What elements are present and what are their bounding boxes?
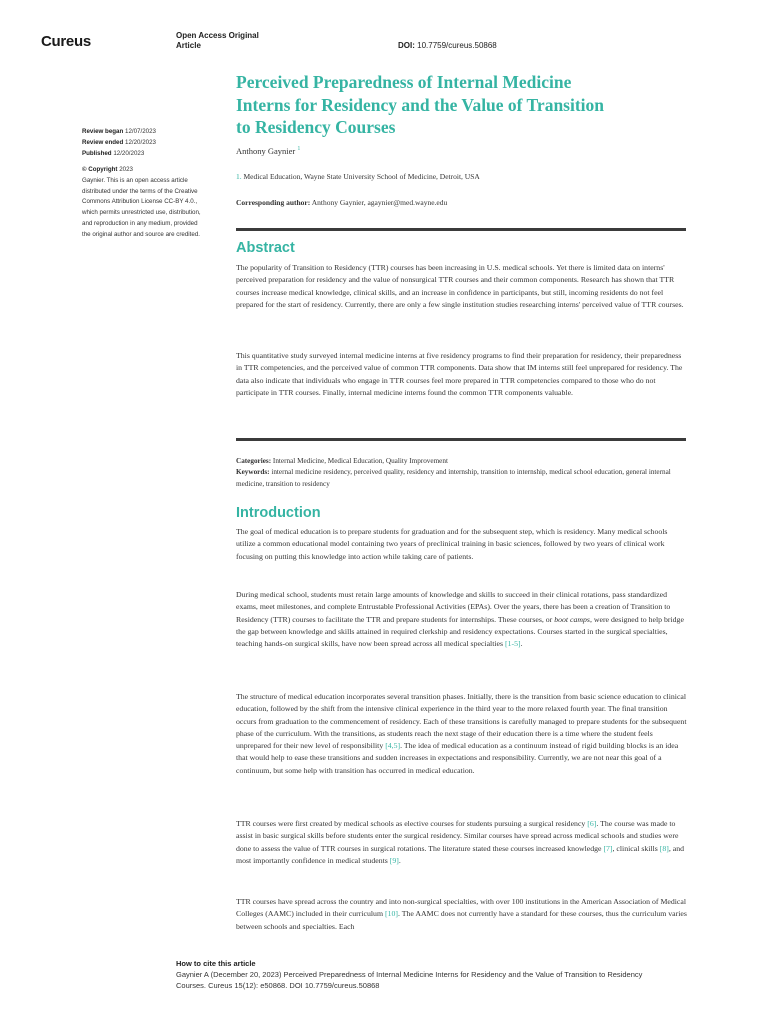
text-run: The structure of medical education incorporates several transition phases. Initially, there is the transition from basic science education to clinical education, followed by the shift from the intensive clinical experience in the third year to the more relaxed fourth year. The final transition occurs from graduation to the commencement of residency. Each of these transitions is carefully managed to prepare students for the subsequent phase of the curriculum. With the transitions, as students reach the next stage of their education there is a time where the student feels unprepared for their new level of responsibility — [236, 692, 687, 751]
cite-line-2: Courses. Cureus 15(12): e50868. DOI 10.7759/cureus.50868 — [176, 980, 380, 990]
doi-label: DOI: — [398, 41, 415, 50]
categories-value: Internal Medicine, Medical Education, Quality Improvement — [272, 457, 448, 465]
text-run: . — [398, 855, 401, 865]
keywords-value: internal medicine residency, perceived quality, residency and internship, transition to internship, medical school education, general internal medicine, transition to residency — [236, 468, 671, 488]
citation-link[interactable]: [9] — [389, 855, 399, 865]
affiliation — [236, 172, 480, 181]
introduction-heading: Introduction — [236, 505, 321, 521]
license-line: and reproduction in any medium, provided — [82, 219, 198, 227]
article-title — [236, 71, 696, 139]
text-run: . The idea of medical education as a continuum instead of rigid building blocks is an idea that would help to ease these transitions and sudden increases in expectations and responsibility. Currently, we are not near this goal of a continuum, but some help with transition has occurred in medical education. — [236, 741, 679, 775]
corresponding-text[interactable]: Anthony Gaynier, agaynier@med.wayne.edu — [311, 198, 448, 207]
how-to-cite-heading: How to cite this article — [176, 959, 256, 968]
keywords-label: Keywords: — [236, 468, 270, 476]
review-ended-value: 12/20/2023 — [125, 138, 156, 146]
text-run: , clinical skills — [612, 843, 660, 853]
license-line: the original author and source are credited. — [82, 230, 200, 238]
text-run: TTR courses have spread across the country and into non-surgical specialties, with over 100 institutions in the American Association of Medical Colleges (AAMC) included in their curriculum — [236, 897, 687, 919]
review-began — [82, 127, 222, 138]
article-type-line2: Article — [176, 41, 201, 50]
affiliation-text: Medical Education, Wayne State University School of Medicine, Detroit, USA — [243, 172, 480, 181]
categories-label: Categories: — [236, 457, 272, 465]
intro-paragraph-2 — [236, 589, 688, 650]
how-to-cite-text — [176, 970, 716, 991]
copyright-block — [82, 165, 222, 241]
author-name[interactable]: Anthony Gaynier — [236, 146, 296, 156]
copyright — [82, 165, 222, 176]
intro-paragraph-3 — [236, 691, 688, 777]
section-divider — [236, 438, 686, 441]
copyright-year: 2023 — [119, 166, 133, 173]
section-divider — [236, 228, 686, 231]
text-run: . — [520, 639, 523, 649]
abstract-heading: Abstract — [236, 240, 295, 256]
intro-paragraph-1: The goal of medical education is to prepare students for graduation and for the subsequent step, which is residency. Many medical schools utilize a common educational model containing two years of preclinical training in basic sciences, followed by two years of clinical work focusing on putting this knowledge into action while taking care of patients. — [236, 527, 668, 561]
review-ended-label: Review ended — [82, 138, 124, 146]
citation-link[interactable]: [1-5] — [504, 639, 521, 649]
article-type — [176, 31, 259, 51]
citation-link[interactable]: [6] — [587, 819, 597, 828]
emphasis: boot camps — [554, 614, 590, 624]
doi-value[interactable]: 10.7759/cureus.50868 — [417, 41, 497, 50]
title-line-3: to Residency Courses — [236, 117, 396, 137]
published-value: 12/20/2023 — [113, 149, 145, 157]
text-run: , and most importantly confidence in medical students — [236, 843, 684, 865]
text-run: . The course was made to assist in basic surgical skills before students enter the surgical residency. Similar courses have spread across medical schools and studies were done to assess the value of TTR courses in surgical rotations. The literature stated these courses increased knowledge — [236, 819, 679, 853]
intro-paragraph-4 — [236, 818, 688, 867]
affiliation-number: 1. — [236, 172, 242, 181]
corresponding-author — [236, 198, 447, 207]
title-line-2: Interns for Residency and the Value of Transition — [236, 94, 605, 115]
keywords — [236, 466, 688, 490]
review-ended — [82, 138, 222, 149]
article-type-line1: Open Access Original — [176, 31, 259, 40]
license-line: Gaynier. This is an open access article — [82, 176, 188, 184]
text-run: . The AAMC does not currently have a standard for these courses, thus the curriculum varies between schools and specialties. Each — [236, 909, 687, 931]
published — [82, 149, 222, 160]
text-run: TTR courses were first created by medical schools as elective courses for students pursuing a surgical residency — [236, 819, 588, 828]
license-line: Commons Attribution License CC-BY 4.0., — [82, 198, 198, 206]
title-line-1: Perceived Preparedness of Internal Medicine — [236, 72, 572, 92]
author-affil-sup: 1 — [297, 146, 301, 153]
citation-link[interactable]: [7] — [603, 843, 613, 853]
citation-link[interactable]: [4,5] — [385, 741, 401, 751]
citation-link[interactable]: [10] — [384, 909, 398, 919]
review-dates — [82, 127, 222, 159]
cureus-logo: Cureus — [41, 33, 91, 50]
license-line: distributed under the terms of the Creative — [82, 187, 198, 195]
abstract-paragraph-2: This quantitative study surveyed internal medicine interns at five residency programs to find their preparation for residency, their preparedness in TTR competencies, and the perceived value of common TTR components. Data show that IM interns still feel unprepared for residency. The data also indicate that individuals who engage in TTR courses feel more prepared in TTR competencies compared to those who do not participate in TTR courses. Finally, internal medicine interns found the common TTR components valuable. — [236, 351, 683, 397]
copyright-label: © Copyright — [82, 166, 118, 173]
corresponding-label: Corresponding author: — [236, 198, 311, 207]
text-run: During medical school, students must retain large amounts of knowledge and skills to succeed in their clinical rotations, pass standardized exams, meet milestones, and complete Entrustable Professional Activities (EPAs). Over the years, there has been a creation of Transition to Residency (TTR) courses to facilitate the TTR and prepare students for internships. These courses, or — [236, 590, 671, 624]
abstract-paragraph-1: The popularity of Transition to Residency (TTR) courses has been increasing in U.S. medical schools. Yet there is limited data on interns' perceived preparation for residency and the value of nonsurgical TTR courses and their common components. Research has shown that TTR courses increase medical knowledge, clinical skills, and an increase in confidence in participants, but still, incoming residents do not feel prepared for the start of residency. Currently, there are only a few single institution studies researching interns' perceived value of TTR courses. — [236, 263, 684, 309]
text-run: , were designed to help bridge the gap between knowledge and skills attained in required clerkship and residency expectations. Courses started in the surgical specialties, teaching hands-on surgical skills, have now been spread across all medical specialties — [236, 614, 684, 649]
license-line: which permits unrestricted use, distribution, — [82, 209, 201, 217]
published-label: Published — [82, 149, 112, 157]
author — [236, 146, 300, 156]
review-began-label: Review began — [82, 128, 124, 135]
intro-paragraph-5 — [236, 896, 688, 933]
cite-line-1: Gaynier A (December 20, 2023) Perceived Preparedness of Internal Medicine Interns for Residency and the Value of Transition to Residency — [176, 970, 643, 979]
doi — [398, 41, 497, 50]
review-began-value: 12/07/2023 — [125, 128, 156, 135]
citation-link[interactable]: [8] — [659, 843, 669, 853]
